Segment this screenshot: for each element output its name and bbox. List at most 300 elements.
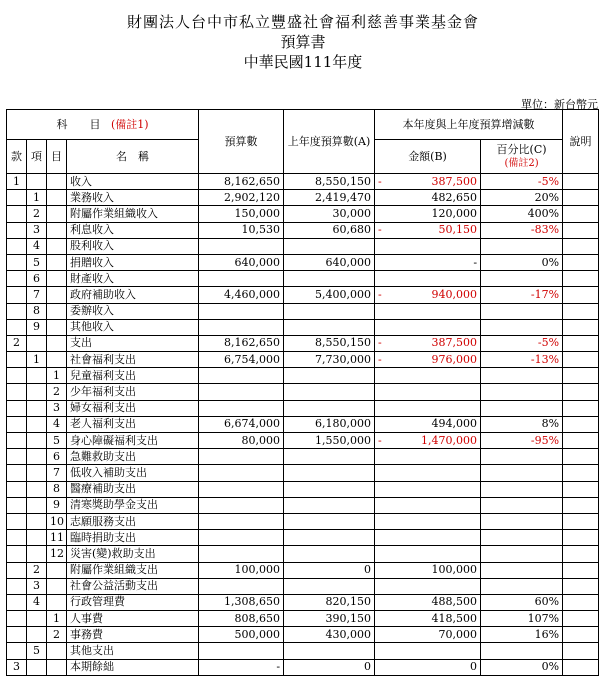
row-budget [199, 481, 284, 497]
row-prev-budget [284, 643, 375, 659]
row-kuan [7, 254, 27, 270]
row-percent: -5% [481, 174, 563, 190]
row-remark [563, 497, 599, 513]
row-remark [563, 643, 599, 659]
header-prev-budget: 上年度預算數(A) [284, 110, 375, 174]
budget-table [6, 109, 599, 676]
currency-unit: 單位：新台幣元 [521, 98, 598, 111]
row-remark [563, 416, 599, 432]
row-percent: 8% [481, 416, 563, 432]
row-name: 醫療補助支出 [67, 481, 199, 497]
row-amount: 70,000 [375, 627, 481, 643]
row-xiang [27, 659, 47, 675]
row-prev-budget: 8,550,150 [284, 335, 375, 351]
row-name: 股利收入 [67, 238, 199, 254]
row-amount [375, 368, 481, 384]
table-row [7, 287, 599, 303]
row-kuan [7, 222, 27, 238]
row-remark [563, 659, 599, 675]
table-row [7, 416, 599, 432]
row-kuan [7, 400, 27, 416]
row-budget: 80,000 [199, 433, 284, 449]
row-amount [375, 400, 481, 416]
row-xiang [27, 416, 47, 432]
table-row [7, 335, 599, 351]
row-xiang [27, 465, 47, 481]
row-budget: 4,460,000 [199, 287, 284, 303]
row-budget [199, 271, 284, 287]
row-percent [481, 546, 563, 562]
row-remark [563, 287, 599, 303]
row-mu: 5 [47, 433, 67, 449]
row-amount: - 940,000 [375, 287, 481, 303]
row-budget: 100,000 [199, 562, 284, 578]
row-kuan [7, 352, 27, 368]
row-kuan [7, 594, 27, 610]
row-name: 其他支出 [67, 643, 199, 659]
row-remark [563, 303, 599, 319]
row-remark [563, 578, 599, 594]
row-amount: 488,500 [375, 594, 481, 610]
row-amount [375, 465, 481, 481]
row-mu: 3 [47, 400, 67, 416]
title-foundation: 財團法人台中市私立豐盛社會福利慈善事業基金會 [126, 13, 479, 31]
row-name: 附屬作業組織收入 [67, 206, 199, 222]
row-percent [481, 643, 563, 659]
table-row [7, 594, 599, 610]
row-xiang: 9 [27, 319, 47, 335]
header-name: 名 稱 [67, 140, 199, 174]
table-row [7, 562, 599, 578]
row-kuan [7, 287, 27, 303]
table-row [7, 303, 599, 319]
row-percent [481, 578, 563, 594]
row-remark [563, 271, 599, 287]
row-remark [563, 627, 599, 643]
row-name: 社會公益活動支出 [67, 578, 199, 594]
title-budget: 預算書 [280, 33, 326, 51]
row-mu [47, 594, 67, 610]
row-xiang: 7 [27, 287, 47, 303]
row-kuan [7, 238, 27, 254]
row-mu [47, 352, 67, 368]
row-amount [375, 303, 481, 319]
row-prev-budget: 430,000 [284, 627, 375, 643]
row-amount [375, 238, 481, 254]
row-percent: -95% [481, 433, 563, 449]
row-percent [481, 530, 563, 546]
row-name: 婦女福利支出 [67, 400, 199, 416]
row-mu: 10 [47, 513, 67, 529]
row-budget [199, 578, 284, 594]
row-percent [481, 465, 563, 481]
row-name: 臨時捐助支出 [67, 530, 199, 546]
row-budget [199, 546, 284, 562]
row-kuan [7, 530, 27, 546]
row-mu [47, 643, 67, 659]
row-prev-budget [284, 368, 375, 384]
row-percent [481, 562, 563, 578]
row-budget [199, 449, 284, 465]
row-amount [375, 546, 481, 562]
row-budget: 640,000 [199, 254, 284, 270]
row-xiang: 4 [27, 594, 47, 610]
row-xiang [27, 546, 47, 562]
row-name: 低收入補助支出 [67, 465, 199, 481]
header-xiang: 項 [27, 140, 47, 174]
table-row [7, 222, 599, 238]
row-amount [375, 481, 481, 497]
row-mu: 2 [47, 384, 67, 400]
row-xiang: 2 [27, 206, 47, 222]
row-prev-budget: 7,730,000 [284, 352, 375, 368]
table-row [7, 513, 599, 529]
row-percent: 60% [481, 594, 563, 610]
row-name: 捐贈收入 [67, 254, 199, 270]
table-row [7, 319, 599, 335]
row-name: 委辦收入 [67, 303, 199, 319]
row-mu [47, 335, 67, 351]
row-xiang: 3 [27, 578, 47, 594]
table-row [7, 254, 599, 270]
row-kuan [7, 303, 27, 319]
row-amount: - [375, 254, 481, 270]
row-percent: 0% [481, 659, 563, 675]
budget-document [0, 12, 606, 686]
table-row [7, 481, 599, 497]
row-mu [47, 659, 67, 675]
row-amount: - 976,000 [375, 352, 481, 368]
row-kuan [7, 611, 27, 627]
row-prev-budget [284, 238, 375, 254]
row-xiang: 6 [27, 271, 47, 287]
row-mu [47, 174, 67, 190]
row-remark [563, 433, 599, 449]
row-xiang: 4 [27, 238, 47, 254]
row-mu: 8 [47, 481, 67, 497]
row-budget [199, 238, 284, 254]
row-amount: - 50,150 [375, 222, 481, 238]
row-name: 兒童福利支出 [67, 368, 199, 384]
table-row [7, 530, 599, 546]
row-prev-budget: 820,150 [284, 594, 375, 610]
row-percent [481, 497, 563, 513]
row-budget [199, 368, 284, 384]
row-mu: 11 [47, 530, 67, 546]
row-budget [199, 465, 284, 481]
table-row [7, 206, 599, 222]
row-name: 老人福利支出 [67, 416, 199, 432]
row-budget [199, 319, 284, 335]
row-budget: 808,650 [199, 611, 284, 627]
row-mu [47, 562, 67, 578]
row-remark [563, 400, 599, 416]
row-prev-budget [284, 546, 375, 562]
row-amount: - 387,500 [375, 174, 481, 190]
row-name: 其他收入 [67, 319, 199, 335]
table-row [7, 627, 599, 643]
row-name: 少年福利支出 [67, 384, 199, 400]
row-budget: 6,674,000 [199, 416, 284, 432]
table-row [7, 190, 599, 206]
row-name: 本期餘絀 [67, 659, 199, 675]
table-row [7, 400, 599, 416]
row-mu: 6 [47, 449, 67, 465]
header-mu: 目 [47, 140, 67, 174]
row-remark [563, 335, 599, 351]
row-remark [563, 513, 599, 529]
row-amount: 494,000 [375, 416, 481, 432]
document-title [0, 12, 606, 72]
row-budget: 8,162,650 [199, 335, 284, 351]
row-kuan [7, 578, 27, 594]
row-remark [563, 174, 599, 190]
row-xiang [27, 530, 47, 546]
row-mu [47, 319, 67, 335]
row-percent [481, 303, 563, 319]
row-prev-budget [284, 530, 375, 546]
row-amount: - 387,500 [375, 335, 481, 351]
row-mu: 1 [47, 611, 67, 627]
row-xiang: 3 [27, 222, 47, 238]
row-mu: 9 [47, 497, 67, 513]
row-remark [563, 481, 599, 497]
row-prev-budget [284, 513, 375, 529]
row-amount [375, 530, 481, 546]
row-prev-budget [284, 497, 375, 513]
row-budget [199, 530, 284, 546]
row-mu [47, 287, 67, 303]
row-mu [47, 578, 67, 594]
row-remark [563, 562, 599, 578]
row-name: 災害(變)救助支出 [67, 546, 199, 562]
row-percent: 0% [481, 254, 563, 270]
row-percent [481, 384, 563, 400]
row-budget: 8,162,650 [199, 174, 284, 190]
row-prev-budget [284, 319, 375, 335]
row-kuan: 1 [7, 174, 27, 190]
row-mu [47, 238, 67, 254]
row-remark [563, 238, 599, 254]
row-budget: 1,308,650 [199, 594, 284, 610]
row-amount [375, 513, 481, 529]
row-percent: -5% [481, 335, 563, 351]
row-remark [563, 254, 599, 270]
row-kuan [7, 368, 27, 384]
row-xiang: 1 [27, 352, 47, 368]
row-mu [47, 190, 67, 206]
table-row [7, 659, 599, 675]
row-kuan [7, 206, 27, 222]
header-remark: 說明 [563, 110, 599, 174]
header-percent: 百分比(C) (備註2) [481, 140, 563, 174]
row-amount: 0 [375, 659, 481, 675]
row-remark [563, 594, 599, 610]
row-remark [563, 384, 599, 400]
row-remark [563, 352, 599, 368]
row-xiang [27, 368, 47, 384]
row-xiang [27, 513, 47, 529]
row-amount [375, 497, 481, 513]
row-remark [563, 222, 599, 238]
row-name: 急難救助支出 [67, 449, 199, 465]
row-percent: 16% [481, 627, 563, 643]
row-prev-budget [284, 449, 375, 465]
row-percent [481, 238, 563, 254]
row-mu: 12 [47, 546, 67, 562]
row-name: 志願服務支出 [67, 513, 199, 529]
table-row [7, 611, 599, 627]
row-remark [563, 465, 599, 481]
row-prev-budget [284, 303, 375, 319]
row-kuan: 3 [7, 659, 27, 675]
row-prev-budget [284, 465, 375, 481]
row-xiang: 5 [27, 643, 47, 659]
row-name: 收入 [67, 174, 199, 190]
row-remark [563, 368, 599, 384]
table-row [7, 433, 599, 449]
row-kuan [7, 384, 27, 400]
row-percent [481, 319, 563, 335]
row-name: 支出 [67, 335, 199, 351]
row-amount [375, 449, 481, 465]
header-amount: 金額(B) [375, 140, 481, 174]
table-row [7, 449, 599, 465]
row-percent [481, 368, 563, 384]
row-budget: 500,000 [199, 627, 284, 643]
row-remark [563, 530, 599, 546]
row-xiang: 5 [27, 254, 47, 270]
row-xiang [27, 400, 47, 416]
row-mu [47, 222, 67, 238]
table-row [7, 238, 599, 254]
row-percent [481, 481, 563, 497]
row-kuan [7, 449, 27, 465]
row-amount [375, 271, 481, 287]
row-kuan: 2 [7, 335, 27, 351]
row-kuan [7, 513, 27, 529]
row-budget: 6,754,000 [199, 352, 284, 368]
row-kuan [7, 643, 27, 659]
row-percent: -83% [481, 222, 563, 238]
row-amount [375, 643, 481, 659]
row-percent: 107% [481, 611, 563, 627]
row-kuan [7, 319, 27, 335]
row-mu: 4 [47, 416, 67, 432]
table-row [7, 578, 599, 594]
row-percent: 20% [481, 190, 563, 206]
row-budget [199, 513, 284, 529]
table-row [7, 643, 599, 659]
row-prev-budget: 1,550,000 [284, 433, 375, 449]
row-kuan [7, 271, 27, 287]
row-budget [199, 303, 284, 319]
row-prev-budget: 2,419,470 [284, 190, 375, 206]
row-budget: - [199, 659, 284, 675]
row-amount [375, 384, 481, 400]
row-mu: 7 [47, 465, 67, 481]
row-name: 清寒獎助學金支出 [67, 497, 199, 513]
row-prev-budget: 5,400,000 [284, 287, 375, 303]
row-percent [481, 271, 563, 287]
row-xiang [27, 335, 47, 351]
row-xiang [27, 384, 47, 400]
row-mu [47, 303, 67, 319]
table-row [7, 271, 599, 287]
row-kuan [7, 562, 27, 578]
row-remark [563, 206, 599, 222]
row-budget [199, 400, 284, 416]
table-row [7, 384, 599, 400]
table-row [7, 465, 599, 481]
row-xiang [27, 433, 47, 449]
table-row [7, 352, 599, 368]
table-row [7, 497, 599, 513]
row-amount: - 1,470,000 [375, 433, 481, 449]
row-amount: 482,650 [375, 190, 481, 206]
row-xiang [27, 174, 47, 190]
row-percent: 400% [481, 206, 563, 222]
row-name: 事務費 [67, 627, 199, 643]
row-name: 業務收入 [67, 190, 199, 206]
row-kuan [7, 497, 27, 513]
row-percent [481, 400, 563, 416]
row-percent: -17% [481, 287, 563, 303]
row-kuan [7, 546, 27, 562]
row-budget [199, 643, 284, 659]
row-kuan [7, 190, 27, 206]
row-kuan [7, 465, 27, 481]
row-budget: 150,000 [199, 206, 284, 222]
row-name: 社會福利支出 [67, 352, 199, 368]
row-name: 財產收入 [67, 271, 199, 287]
row-name: 利息收入 [67, 222, 199, 238]
row-amount [375, 578, 481, 594]
row-remark [563, 546, 599, 562]
row-name: 行政管理費 [67, 594, 199, 610]
row-kuan [7, 416, 27, 432]
header-budget: 預算數 [199, 110, 284, 174]
row-xiang [27, 497, 47, 513]
row-name: 身心障礙福利支出 [67, 433, 199, 449]
row-kuan [7, 481, 27, 497]
row-mu: 2 [47, 627, 67, 643]
header-subject: 科 目 (備註1) [7, 110, 199, 140]
row-amount [375, 319, 481, 335]
row-percent [481, 513, 563, 529]
row-name: 政府補助收入 [67, 287, 199, 303]
row-prev-budget [284, 271, 375, 287]
row-mu: 1 [47, 368, 67, 384]
row-budget: 10,530 [199, 222, 284, 238]
row-budget: 2,902,120 [199, 190, 284, 206]
table-row [7, 174, 599, 190]
row-prev-budget: 0 [284, 659, 375, 675]
row-xiang: 2 [27, 562, 47, 578]
row-xiang [27, 481, 47, 497]
row-kuan [7, 627, 27, 643]
row-xiang: 1 [27, 190, 47, 206]
row-amount: 418,500 [375, 611, 481, 627]
row-prev-budget [284, 384, 375, 400]
row-amount: 120,000 [375, 206, 481, 222]
title-year: 中華民國111年度 [243, 53, 363, 71]
row-prev-budget: 6,180,000 [284, 416, 375, 432]
row-prev-budget [284, 400, 375, 416]
row-xiang: 8 [27, 303, 47, 319]
row-name: 人事費 [67, 611, 199, 627]
row-amount: 100,000 [375, 562, 481, 578]
